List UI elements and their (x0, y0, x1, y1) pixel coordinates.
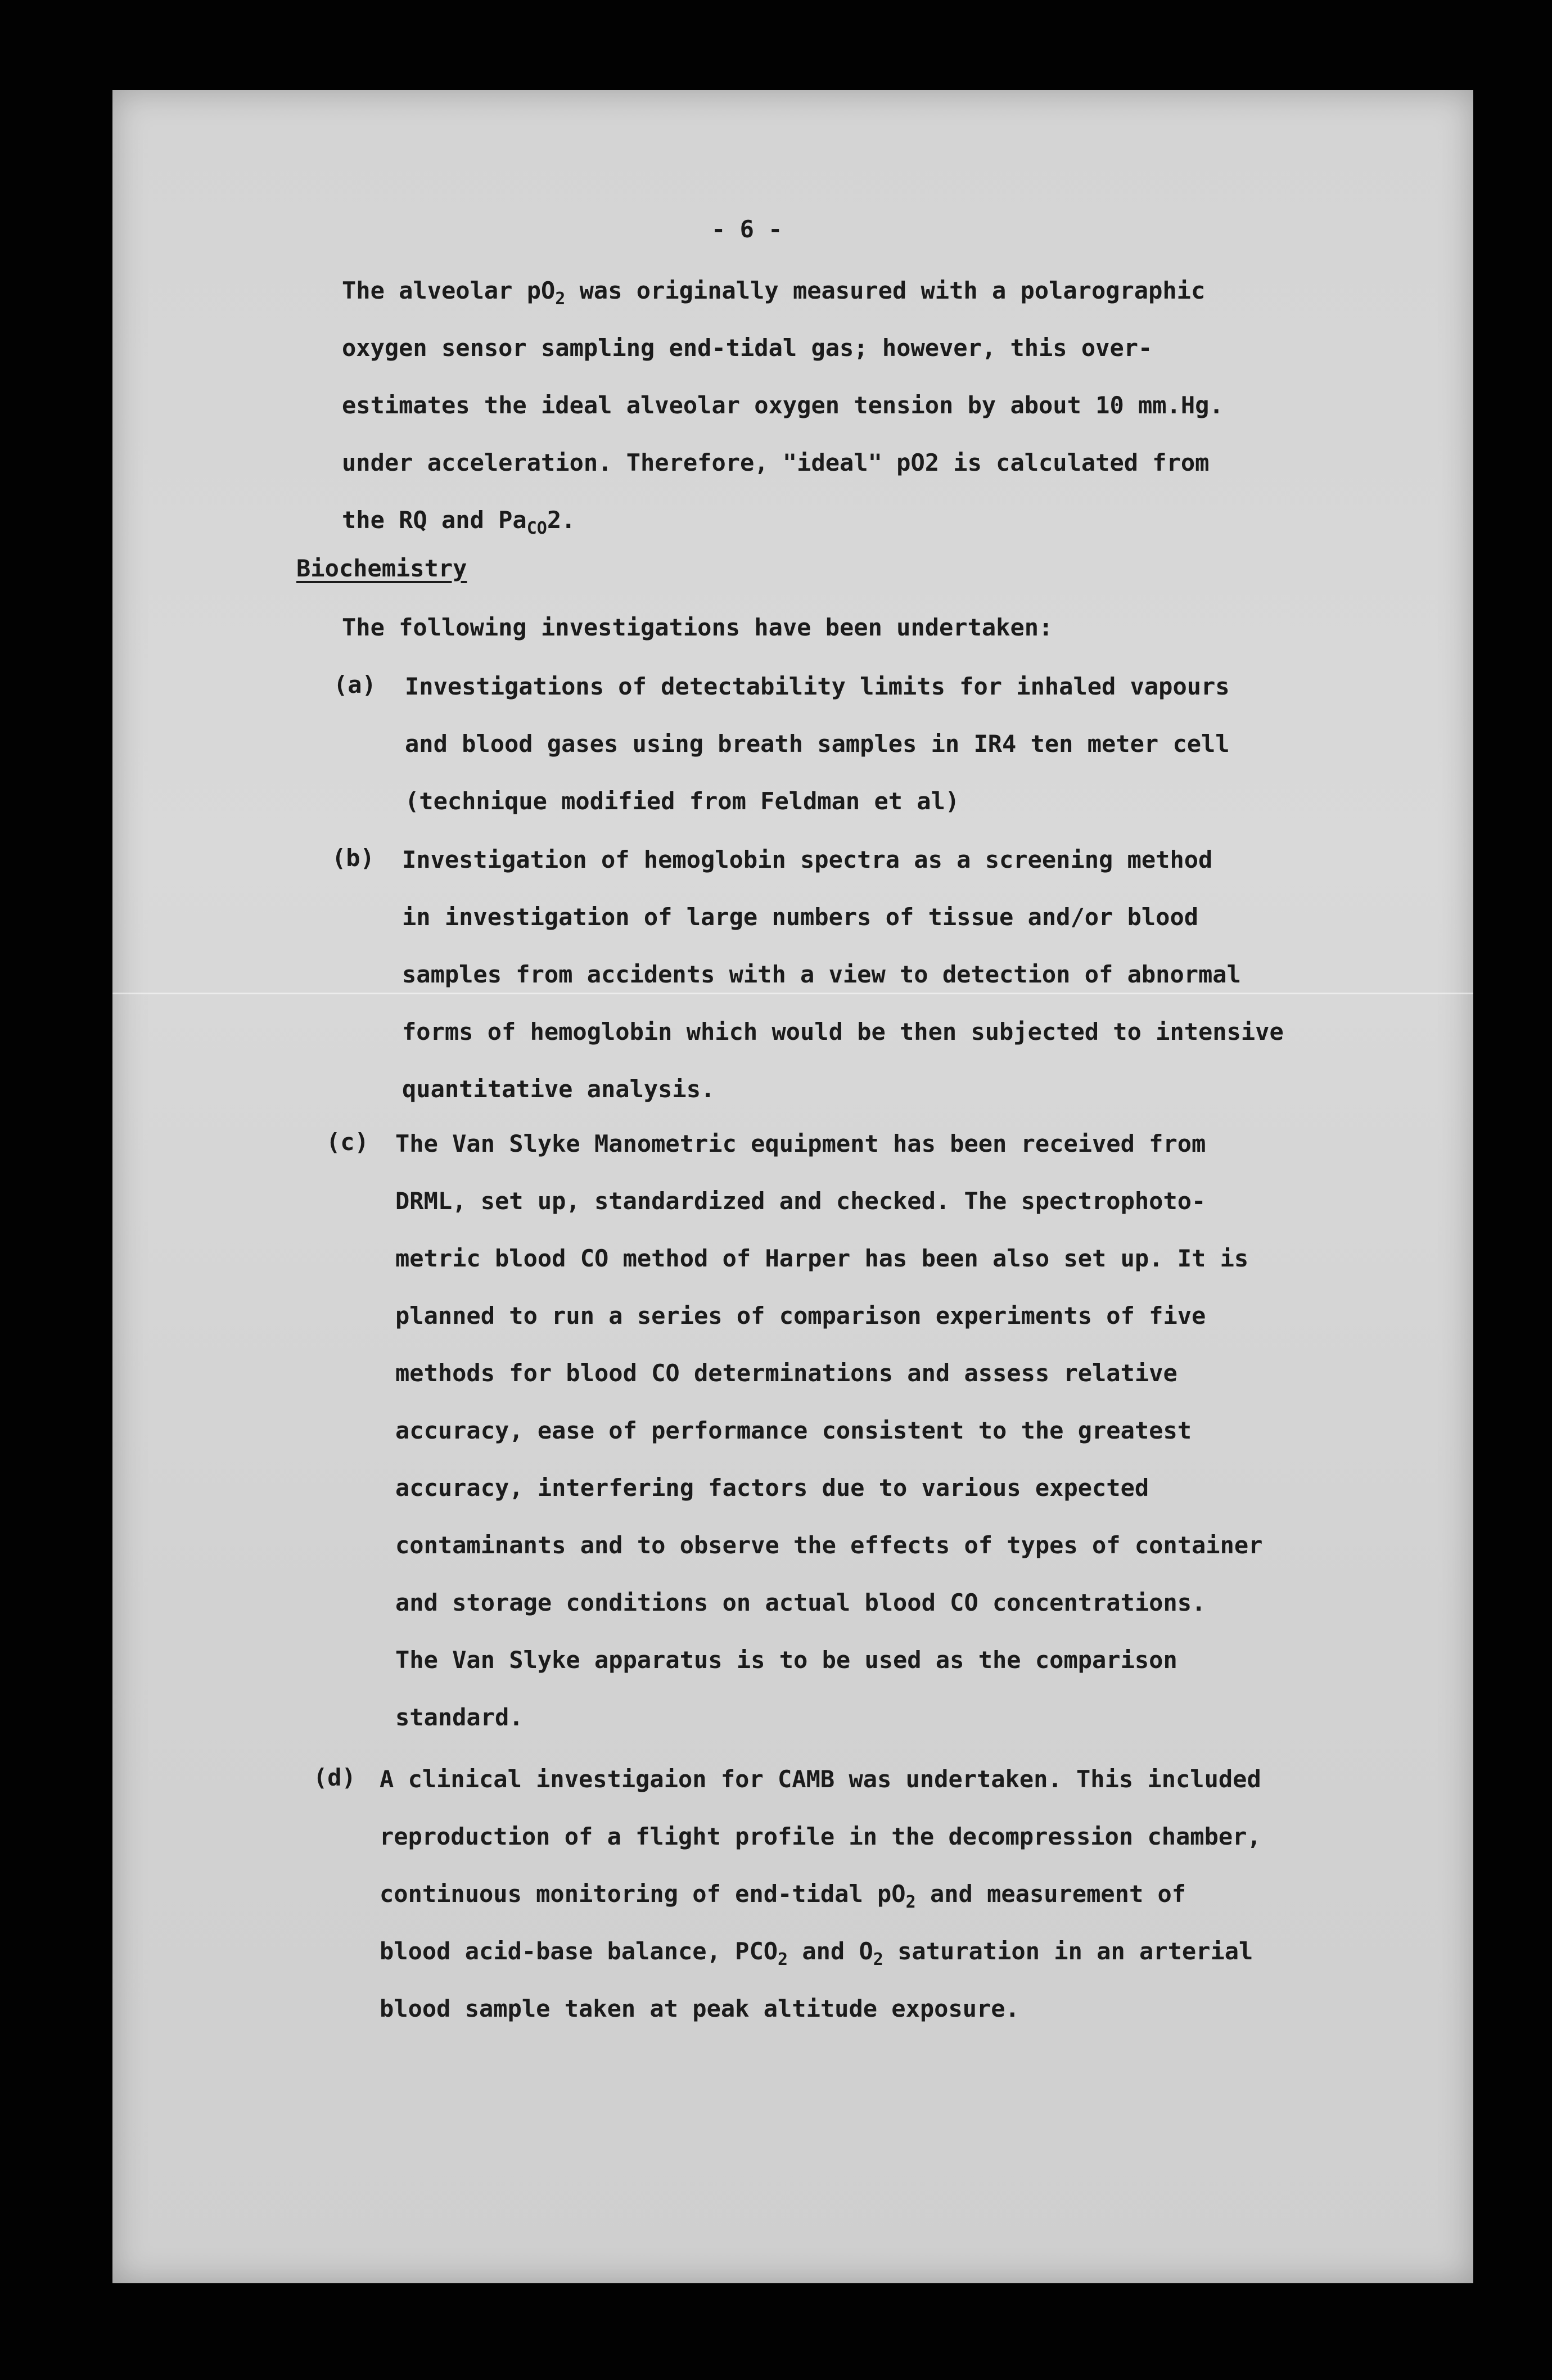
item-a-line-2: and blood gases using breath samples in IR4 ten meter cell (405, 730, 1230, 758)
item-c-line-6: accuracy, ease of performance consistent to the greatest (395, 1417, 1192, 1444)
item-c-line-7: accuracy, interfering factors due to various expected (395, 1474, 1149, 1502)
item-c-line-10: The Van Slyke apparatus is to be used as the comparison (395, 1646, 1177, 1674)
intro-line-4: under acceleration. Therefore, "ideal" pO2 is calculated from (342, 449, 1210, 476)
item-c-line-11: standard. (395, 1703, 524, 1731)
item-a-line-1: Investigations of detectability limits for inhaled vapours (405, 673, 1230, 700)
item-b-line-4: forms of hemoglobin which would be then subjected to intensive (402, 1018, 1284, 1045)
item-c-line-8: contaminants and to observe the effects of types of container (395, 1531, 1263, 1559)
item-c-line-4: planned to run a series of comparison experiments of five (395, 1302, 1206, 1329)
item-b-line-1: Investigation of hemoglobin spectra as a screening method (402, 846, 1213, 873)
section-intro: The following investigations have been undertaken: (342, 614, 1053, 641)
item-d-line-4: blood acid-base balance, $PCO_2$ and $O_2$ saturation in an arterial (380, 1937, 1253, 1969)
item-b-line-3: samples from accidents with a view to detection of abnormal (402, 961, 1241, 988)
item-label-d: (d) (313, 1764, 356, 1791)
page-number: - 6 - (711, 215, 783, 243)
item-c-line-3: metric blood CO method of Harper has been also set up. It is (395, 1245, 1249, 1272)
item-c-line-5: methods for blood CO determinations and assess relative (395, 1359, 1177, 1387)
section-heading: Biochemistry (296, 555, 467, 582)
intro-line-1: The alveolar $pO_2$ was originally measured with a polarographic (342, 277, 1206, 309)
item-label-c: (c) (326, 1128, 369, 1156)
item-b-line-5: quantitative analysis. (402, 1075, 715, 1103)
item-d-line-5: blood sample taken at peak altitude exposure. (380, 1995, 1019, 2022)
item-label-a: (a) (333, 671, 376, 698)
item-b-line-2: in investigation of large numbers of tissue and/or blood (402, 903, 1199, 931)
item-c-line-1: The Van Slyke Manometric equipment has been received from (395, 1130, 1206, 1157)
document-page (112, 90, 1473, 2283)
intro-line-5: the RQ and $Pa_{CO}2$. (342, 506, 576, 538)
item-label-b: (b) (332, 844, 375, 872)
item-a-line-3: (technique modified from Feldman et al) (405, 787, 960, 815)
item-d-line-2: reproduction of a flight profile in the decompression chamber, (380, 1823, 1261, 1850)
item-d-line-3: continuous monitoring of end-tidal $pO_2$ and measurement of (380, 1880, 1186, 1912)
item-c-line-9: and storage conditions on actual blood CO concentrations. (395, 1589, 1206, 1616)
intro-line-3: estimates the ideal alveolar oxygen tension by about 10 mm.Hg. (342, 391, 1224, 419)
intro-line-2: oxygen sensor sampling end-tidal gas; however, this over- (342, 334, 1153, 362)
item-d-line-1: A clinical investigaion for CAMB was undertaken. This included (380, 1765, 1261, 1793)
item-c-line-2: DRML, set up, standardized and checked. The spectrophoto- (395, 1187, 1206, 1215)
fold-line (112, 993, 1473, 994)
